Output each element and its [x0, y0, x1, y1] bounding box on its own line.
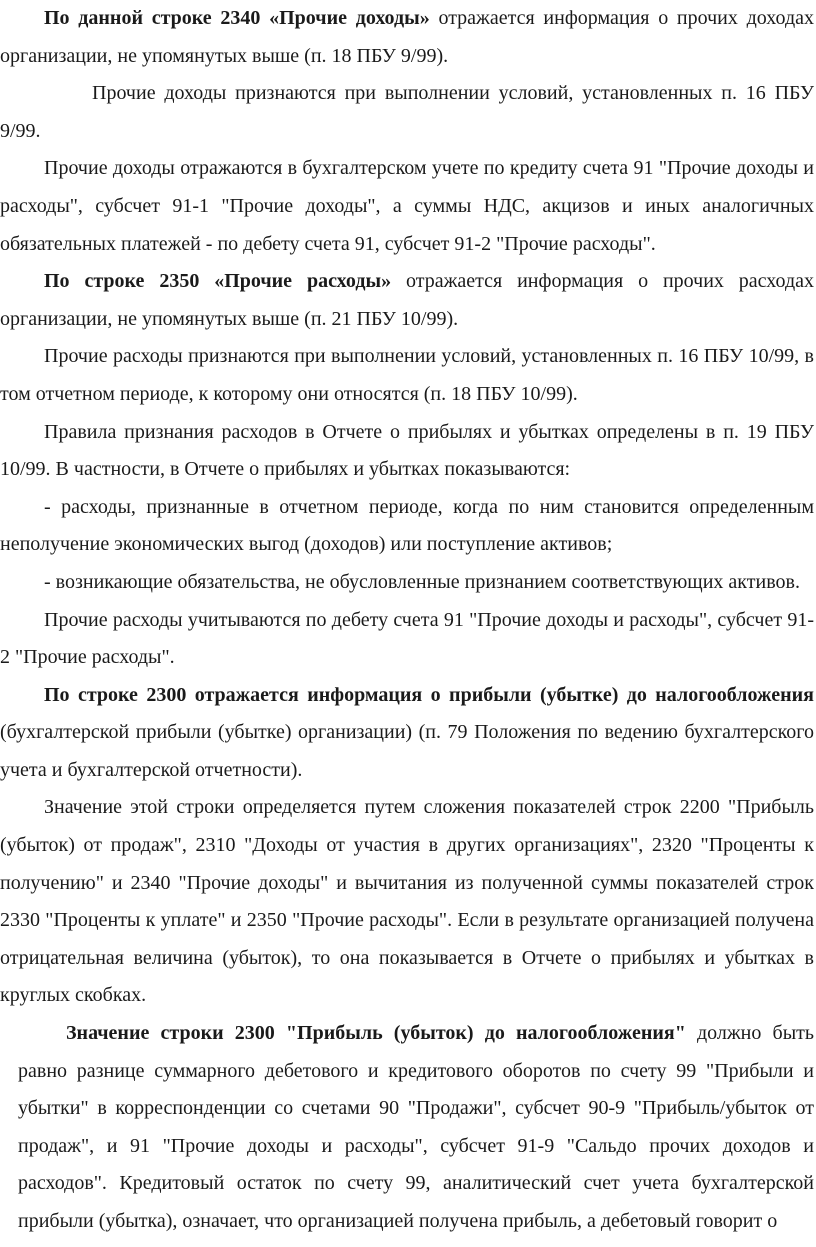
paragraph-text: отражается информация о прочих расходах организации, не упомянутых выше (п. 21 ПБУ 10/99). [0, 270, 815, 330]
paragraph-other-income-accounting [0, 150, 816, 263]
paragraph-heading: По данной строке 2340 «Прочие доходы» [44, 7, 439, 29]
paragraph-text: Прочие расходы признаются при выполнении условий, установленных п. 16 ПБУ 10/99, в том отчетном периоде, к которому они относятся (п. 18 ПБУ 10/99). [0, 345, 814, 405]
paragraph-heading: По строке 2350 «Прочие расходы» [44, 270, 406, 293]
paragraph-expense-rules [0, 414, 816, 489]
paragraph-line-2300-value [0, 1015, 816, 1241]
list-item-expenses [0, 489, 816, 564]
paragraph-other-expenses-recognition [0, 338, 816, 413]
paragraph-line-2300 [0, 677, 816, 790]
paragraph-text: - расходы, признанные в отчетном периоде, когда по ним становится определенным неполучение экономических выгод (доходов) или поступление активов; [0, 495, 814, 556]
paragraph-text: Прочие расходы учитываются по дебету счета 91 "Прочие доходы и расходы", субсчет 91-2 "Прочие расходы". [0, 608, 814, 669]
paragraph-heading: По строке 2300 отражается информация о прибыли (убытке) до налогообложения [44, 683, 814, 706]
paragraph-text: отражается информация о прочих доходах организации, не упомянутых выше (п. 18 ПБУ 9/99). [0, 7, 815, 67]
paragraph-text: - возникающие обязательства, не обусловленные признанием соответствующих активов. [44, 570, 800, 593]
paragraph-other-expenses-accounting [0, 602, 816, 677]
paragraph-heading: Значение строки 2300 "Прибыль (убыток) до налогообложения" [66, 1022, 697, 1045]
paragraph-line-2300-calculation [0, 789, 816, 1015]
paragraph-text: Правила признания расходов в Отчете о прибылях и убытках определены в п. 19 ПБУ 10/99. В частности, в Отчете о прибылях и убытках показываются: [0, 420, 814, 481]
paragraph-text: Прочие доходы признаются при выполнении условий, установленных п. 16 ПБУ 9/99. [0, 82, 814, 142]
paragraph-line-2340 [0, 0, 816, 75]
paragraph-text: Прочие доходы отражаются в бухгалтерском учете по кредиту счета 91 "Прочие доходы и расходы", субсчет 91-1 "Прочие доходы", а суммы НДС, акцизов и иных аналогичных обязательных платежей - по дебету счета 91, субсчет 91-2 "Прочие расходы". [0, 157, 814, 255]
paragraph-text: должно быть равно разнице суммарного дебетового и кредитового оборотов по счету 99 "Прибыли и убытки" в корреспонденции со счетами 90 "Продажи", субсчет 90-9 "Прибыль/убыток от продаж", и 91 "Прочие доходы и расходы", субсчет 91-9 "Сальдо прочих доходов и расходов". Кредитовый остаток по счету 99, аналитический счет учета бухгалтерской прибыли (убытка), означает, что организацией получена прибыль, а дебетовый говорит о [18, 1022, 814, 1232]
paragraph-line-2350 [0, 263, 816, 338]
list-item-obligations [0, 564, 816, 602]
paragraph-text: (бухгалтерской прибыли (убытке) организации) (п. 79 Положения по ведению бухгалтерского учета и бухгалтерской отчетности). [0, 721, 814, 781]
paragraph-text: Значение этой строки определяется путем сложения показателей строк 2200 "Прибыль (убыток) от продаж", 2310 "Доходы от участия в других организациях", 2320 "Проценты к получению" и 2340 "Прочие доходы" и вычитания из полученной суммы показателей строк 2330 "Проценты к уплате" и 2350 "Прочие расходы". Если в результате организацией получена отрицательная величина (убыток), то она показывается в Отчете о прибылях и убытках в круглых скобках. [0, 796, 814, 1007]
paragraph-other-income-recognition [0, 75, 816, 150]
